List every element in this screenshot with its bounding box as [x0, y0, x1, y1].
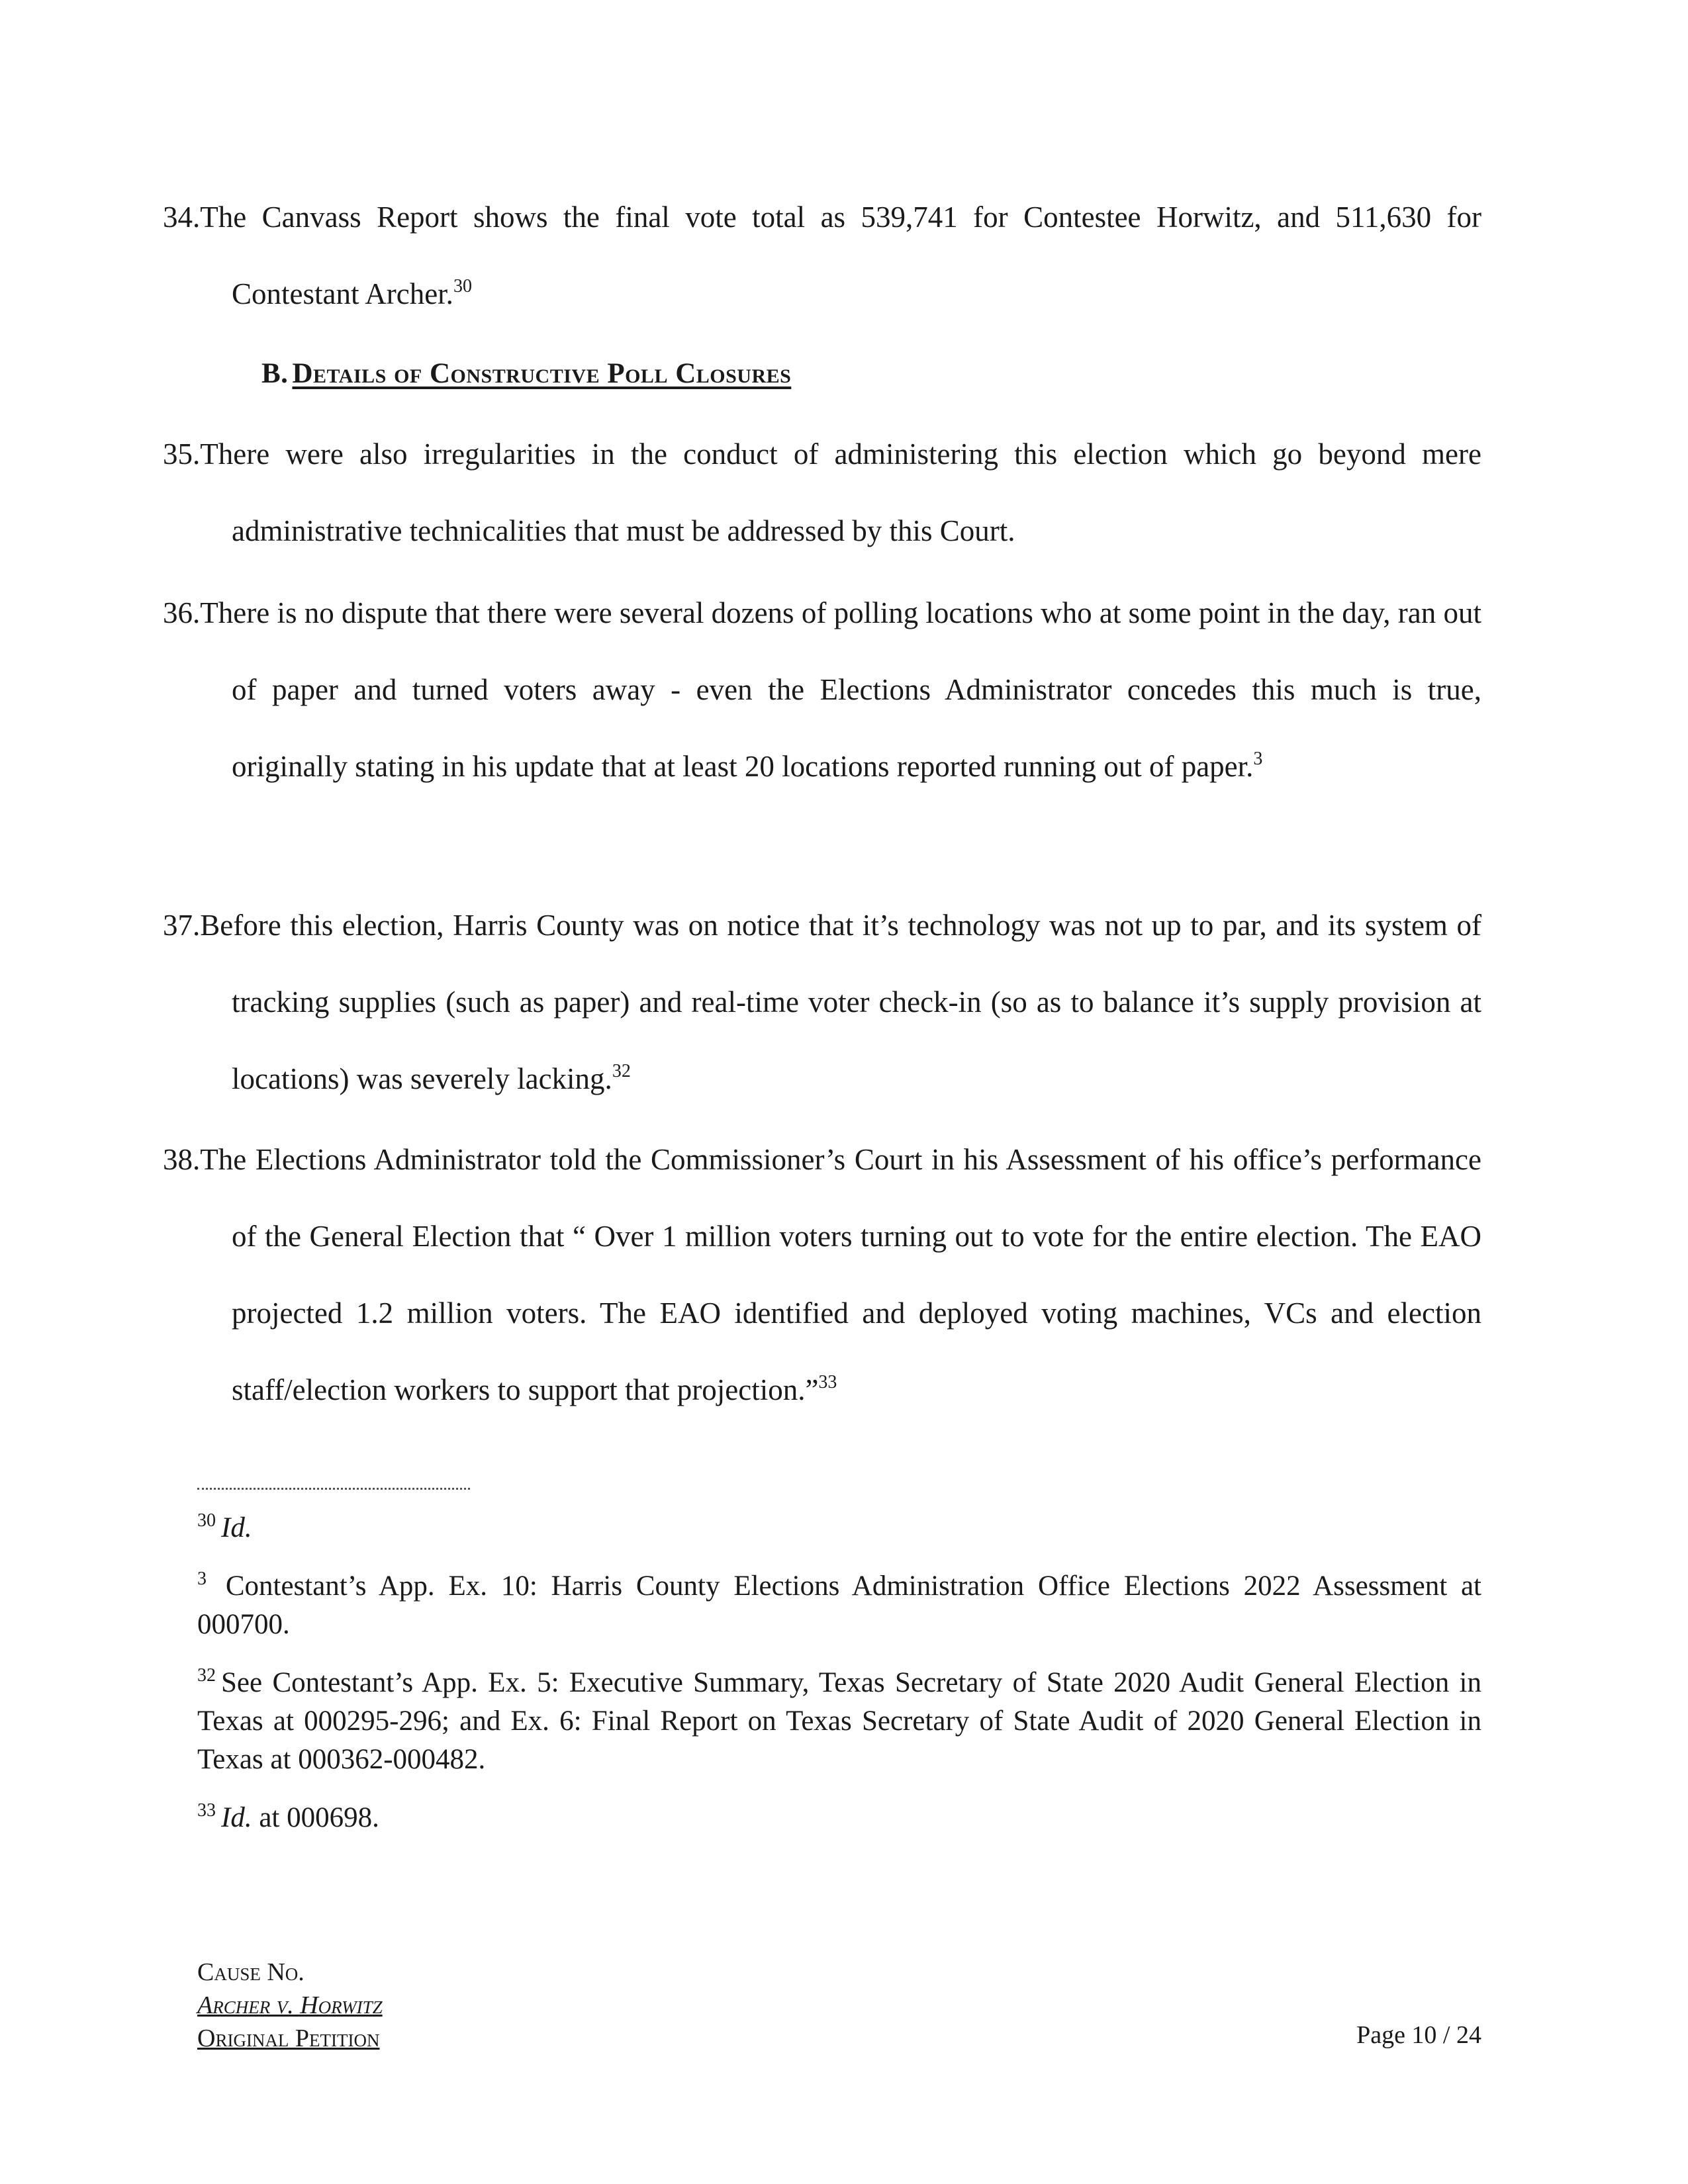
- footnote-reference[interactable]: 32: [612, 1061, 631, 1081]
- footnote-reference[interactable]: 33: [818, 1372, 837, 1392]
- footnote-mark: 32: [197, 1665, 216, 1686]
- paragraph-number: 36.: [163, 596, 201, 629]
- footnote-text: See Contestant’s App. Ex. 5: Executive Summary, Texas Secretary of State 2020 Audit General Election in Texas at 000295-296; and Ex. 6: Final Report on Texas Secretary of State Audit of 2020 General Election in Texas at 000362-000482.: [197, 1667, 1481, 1775]
- footnote-3: [197, 1567, 1481, 1644]
- page-footer: [197, 1956, 383, 2055]
- footnote-mark: 30: [197, 1510, 216, 1531]
- paragraph-38: [163, 1121, 1481, 1428]
- footnote-italic: Id.: [221, 1802, 252, 1833]
- footnote-separator: [197, 1488, 470, 1490]
- paragraph-34: [163, 179, 1481, 332]
- paragraph-text: There were also irregularities in the conduct of administering this election which go beyond mere administrative technicalities that must be addressed by this Court.: [200, 437, 1481, 547]
- section-heading: [261, 357, 791, 390]
- footnotes: [197, 1509, 1481, 1857]
- paragraph-text: The Canvass Report shows the final vote total as 539,741 for Contestee Horwitz, and 511,630 for Contestant Archer.: [200, 201, 1481, 310]
- footnote-30: [197, 1509, 1481, 1547]
- footnote-italic: Id.: [221, 1512, 252, 1543]
- cause-number: Cause No.: [197, 1958, 305, 1986]
- footnote-mark: 33: [197, 1800, 216, 1821]
- paragraph-text: The Elections Administrator told the Commissioner’s Court in his Assessment of his office’s performance of the General Election that “ Over 1 million voters turning out to vote for the entire election. The EAO projected 1.2 million voters. The EAO identified and deployed voting machines, VCs and election staff/election workers to support that projection.”: [200, 1143, 1481, 1406]
- paragraph-35: [163, 416, 1481, 569]
- paragraph-number: 35.: [163, 437, 201, 471]
- footnote-reference[interactable]: 30: [453, 276, 472, 296]
- footnote-text: at 000698.: [252, 1802, 379, 1833]
- document-title: Original Petition: [197, 2025, 380, 2052]
- footnote-reference[interactable]: 3: [1253, 749, 1263, 769]
- paragraph-number: 37.: [163, 909, 201, 942]
- paragraph-37: [163, 887, 1481, 1117]
- case-caption: Archer v. Horwitz: [197, 1991, 383, 2019]
- footnote-33: [197, 1799, 1481, 1837]
- section-letter: B.: [261, 358, 289, 389]
- paragraph-number: 38.: [163, 1143, 201, 1176]
- footnote-text: Contestant’s App. Ex. 10: Harris County Elections Administration Office Elections 2022 Assessment at 000700.: [197, 1570, 1481, 1640]
- footnote-32: [197, 1664, 1481, 1779]
- paragraph-text: There is no dispute that there were several dozens of polling locations who at some point in the day, ran out of paper and turned voters away - even the Elections Administrator concedes this much is true, originally stating in his update that at least 20 locations reported running out of paper.: [200, 596, 1481, 783]
- footnote-mark: 3: [197, 1569, 207, 1589]
- paragraph-number: 34.: [163, 201, 201, 234]
- paragraph-36: [163, 574, 1481, 805]
- paragraph-text: Before this election, Harris County was on notice that it’s technology was not up to par, and its system of tracking supplies (such as paper) and real-time voter check-in (so as to balance it’s supply provision at locations) was severely lacking.: [200, 909, 1481, 1095]
- section-title: Details of Constructive Poll Closures: [292, 358, 792, 389]
- page-number: Page 10 / 24: [1356, 2021, 1481, 2049]
